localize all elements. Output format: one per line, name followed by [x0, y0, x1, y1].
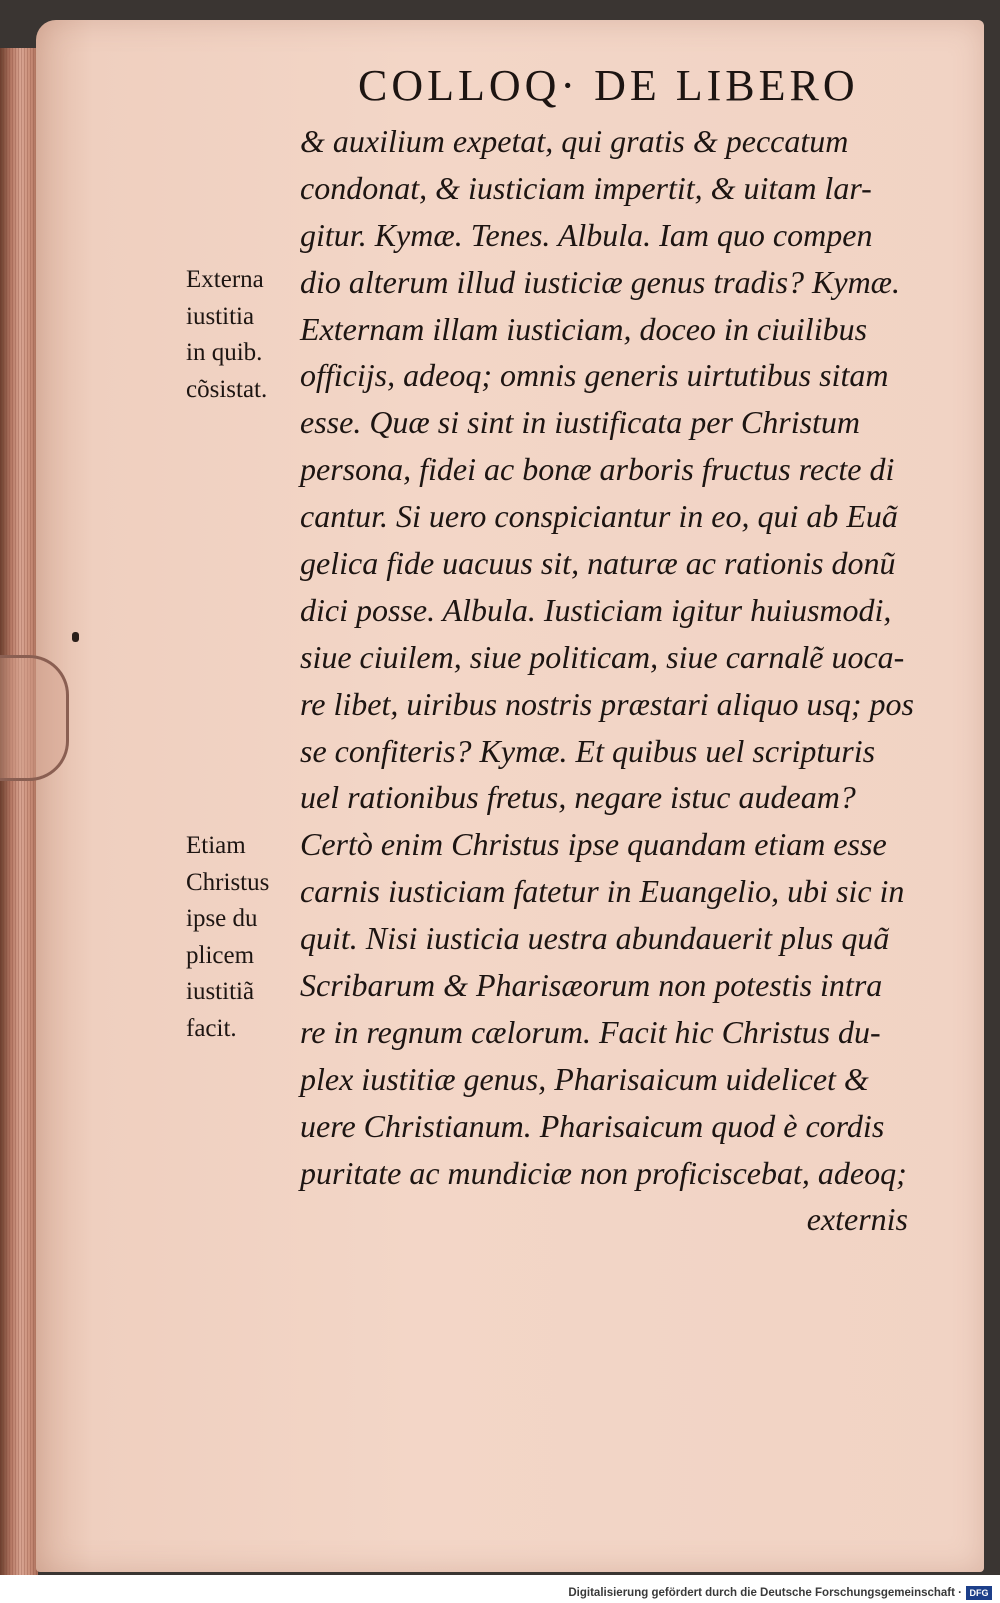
text-line: Certò enim Christus ipse quandam etiam esse	[300, 826, 887, 863]
book-page-edges	[0, 48, 38, 1575]
marginal-note-line: Etiam	[186, 832, 246, 859]
dfg-logo: DFG	[966, 1586, 992, 1600]
marginal-note-line: iustitiã	[186, 978, 255, 1005]
text-line: re in regnum cælorum. Facit hic Christus du-	[300, 1013, 881, 1050]
marginal-note-line: ipse du	[186, 905, 258, 932]
text-line: Externam illam iusticiam, doceo in ciuilibus	[300, 310, 868, 347]
marginal-note-line: Christus	[186, 868, 270, 896]
page-edge-lines	[0, 48, 38, 1575]
text-line: esse. Quæ si sint in iustificata per Christum	[300, 404, 861, 441]
marginal-note-line: cõsistat.	[186, 375, 268, 403]
text-line: gelica fide uacuus sit, naturæ ac rationis donũ	[300, 545, 896, 582]
marginal-note-etiam	[186, 828, 269, 1047]
marginal-note-line: facit.	[186, 1014, 237, 1042]
text-line: siue ciuilem, siue politicam, siue carnalẽ uoca-	[300, 638, 905, 675]
body-text	[300, 118, 920, 1243]
text-line: & auxilium expetat, qui gratis & peccatum	[300, 123, 849, 159]
text-line: persona, fidei ac bonæ arboris fructus recte di	[300, 451, 895, 488]
text-line: officijs, adeoq; omnis generis uirtutibus sitam	[300, 357, 889, 394]
ink-speck	[72, 632, 79, 642]
text-line: plex iustitiæ genus, Pharisaicum uidelicet &	[300, 1060, 869, 1097]
text-line: carnis iusticiam fatetur in Euangelio, ubi sic in	[300, 873, 905, 910]
text-line: uel rationibus fretus, negare istuc audeam?	[300, 779, 856, 816]
text-line: puritate ac mundiciæ non proficiscebat, adeoq;	[300, 1154, 907, 1191]
text-line: uere Christianum. Pharisaicum quod è cordis	[300, 1107, 885, 1144]
text-line: dici posse. Albula. Iusticiam igitur huiusmodi,	[300, 591, 892, 628]
marginal-note-line: in quib.	[186, 339, 263, 366]
text-line: se confiteris? Kymæ. Et quibus uel scripturis	[300, 732, 876, 769]
marginal-note-line: plicem	[186, 941, 255, 969]
text-line: gitur. Kymæ. Tenes. Albula. Iam quo compen	[300, 216, 873, 253]
marginal-note-line: iustitia	[186, 302, 255, 330]
funding-credit: Digitalisierung gefördert durch die Deutsche Forschungsgemeinschaft ·	[568, 1587, 962, 1599]
text-line: dio alterum illud iusticiæ genus tradis? Kymæ.	[300, 263, 901, 300]
text-line: re libet, uiribus nostris præstari aliquo usq; pos	[300, 685, 914, 722]
text-line: Scribarum & Pharisæorum non potestis intra	[300, 967, 883, 1004]
marginal-note-externa	[186, 262, 267, 408]
running-head: COLLOQ· DE LIBERO	[358, 61, 859, 110]
text-line: cantur. Si uero conspiciantur in eo, qui ab Euã	[300, 498, 898, 535]
text-line: condonat, & iusticiam impertit, & uitam lar-	[300, 169, 872, 206]
book-clasp	[0, 655, 69, 781]
text-line: quit. Nisi iusticia uestra abundauerit plus quã	[300, 920, 890, 957]
catchword: externis	[806, 1201, 908, 1238]
marginal-note-line: Externa	[186, 266, 264, 293]
